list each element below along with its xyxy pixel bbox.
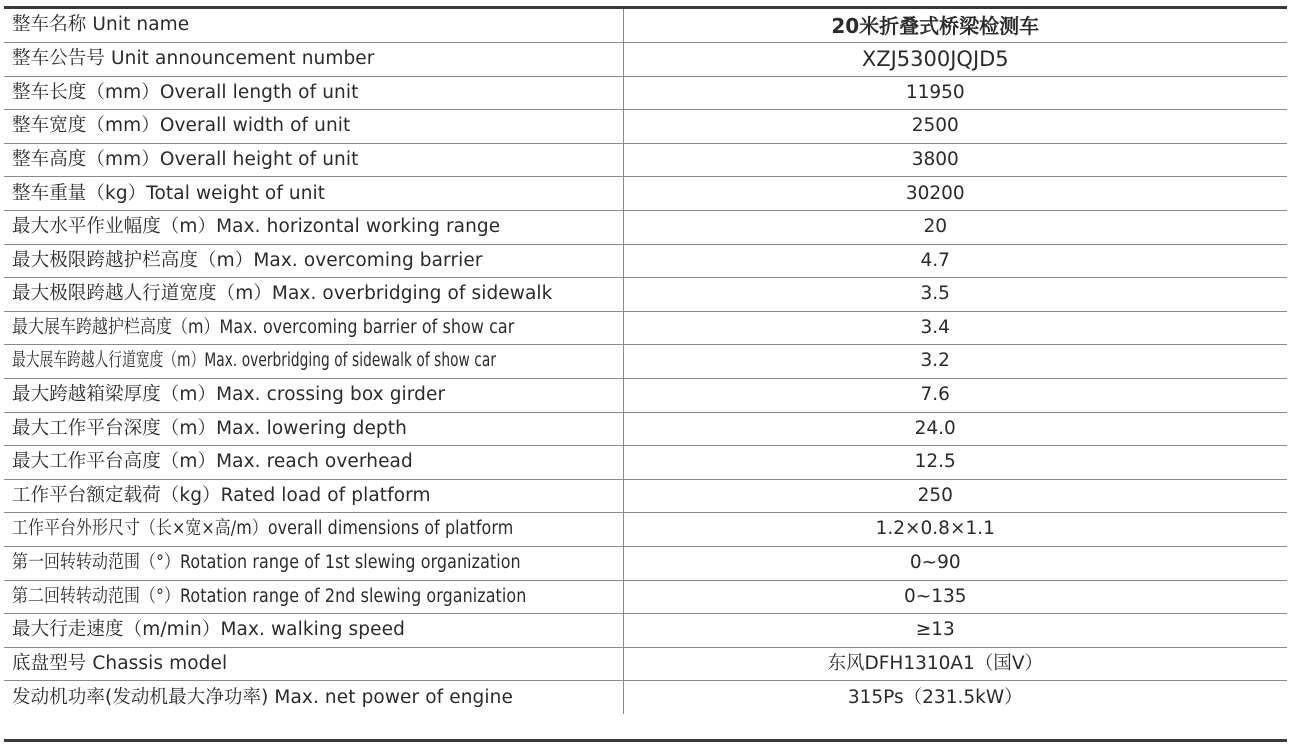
row-value: 1.2×0.8×1.1 <box>623 513 1287 547</box>
table-row-overall-width <box>4 110 1287 144</box>
row-label: 最大极限跨越护栏高度（m）Max. overcoming barrier <box>4 244 623 278</box>
row-value: 东风DFH1310A1（国V） <box>623 647 1287 681</box>
row-label <box>4 547 623 581</box>
row-label-text: 最大展车跨越人行道宽度（m）Max. overbridging of sidewalk of show car <box>12 350 497 372</box>
table-row-rotation-range-2nd <box>4 580 1287 614</box>
spec-sheet <box>4 6 1287 742</box>
row-label: 整车名称 Unit name <box>4 9 623 43</box>
row-label: 最大极限跨越人行道宽度（m）Max. overbridging of sidewalk <box>4 278 623 312</box>
row-label: 整车重量（kg）Total weight of unit <box>4 177 623 211</box>
table-row-overcoming-barrier <box>4 244 1287 278</box>
row-label-text: 工作平台外形尺寸（长×宽×高/m）overall dimensions of platform <box>12 518 514 540</box>
row-label: 最大工作平台高度（m）Max. reach overhead <box>4 446 623 480</box>
table-row-overbridging-sidewalk <box>4 278 1287 312</box>
row-label: 整车长度（mm）Overall length of unit <box>4 76 623 110</box>
table-row-unit-name <box>4 9 1287 43</box>
row-value: 0~90 <box>623 547 1287 581</box>
row-label: 底盘型号 Chassis model <box>4 647 623 681</box>
row-value: 315Ps（231.5kW） <box>847 686 1023 708</box>
row-label: 工作平台额定载荷（kg）Rated load of platform <box>4 479 623 513</box>
table-row-rated-load <box>4 479 1287 513</box>
row-label: 最大工作平台深度（m）Max. lowering depth <box>4 412 623 446</box>
row-label: 整车宽度（mm）Overall width of unit <box>4 110 623 144</box>
row-value: 30200 <box>623 177 1287 211</box>
table-row-announcement-number <box>4 43 1287 77</box>
row-value: 2500 <box>623 110 1287 144</box>
table-row-chassis-model <box>4 647 1287 681</box>
row-value: 3800 <box>623 143 1287 177</box>
table-row-reach-overhead <box>4 446 1287 480</box>
row-value: 7.6 <box>623 379 1287 413</box>
row-label: 发动机功率(发动机最大净功率) Max. net power of engine <box>4 681 623 715</box>
row-label-text: 第二回转转动范围（°）Rotation range of 2nd slewing organization <box>12 585 527 607</box>
row-value: 12.5 <box>623 446 1287 480</box>
row-label <box>4 311 623 345</box>
table-row-walking-speed <box>4 614 1287 648</box>
row-value: ≥13 <box>623 614 1287 648</box>
table-row-rotation-range-1st <box>4 547 1287 581</box>
table-row-crossing-box-girder <box>4 379 1287 413</box>
table-row-overbridging-sidewalk-show-car <box>4 345 1287 379</box>
table-row-lowering-depth <box>4 412 1287 446</box>
table-row-overall-height <box>4 143 1287 177</box>
row-label <box>4 580 623 614</box>
row-value: 0~135 <box>623 580 1287 614</box>
row-value: 250 <box>623 479 1287 513</box>
row-label: 最大水平作业幅度（m）Max. horizontal working range <box>4 211 623 245</box>
table-row-horizontal-working-range <box>4 211 1287 245</box>
row-value: 4.7 <box>623 244 1287 278</box>
row-label: 最大跨越箱梁厚度（m）Max. crossing box girder <box>4 379 623 413</box>
row-label: 最大行走速度（m/min）Max. walking speed <box>4 614 623 648</box>
row-value: 20 <box>623 211 1287 245</box>
row-value: 20米折叠式桥梁检测车 <box>623 9 1287 43</box>
table-row-overall-length <box>4 76 1287 110</box>
row-value: 3.4 <box>623 311 1287 345</box>
row-label <box>4 345 623 379</box>
row-value: 24.0 <box>623 412 1287 446</box>
row-value: 3.2 <box>623 345 1287 379</box>
table-row-total-weight <box>4 177 1287 211</box>
row-label <box>4 513 623 547</box>
table-row-engine-power <box>4 681 1287 715</box>
row-value: XZJ5300JQJD5 <box>623 43 1287 77</box>
table-row-platform-dimensions <box>4 513 1287 547</box>
row-label-text: 第一回转转动范围（°）Rotation range of 1st slewing organization <box>12 552 521 574</box>
row-label: 整车公告号 Unit announcement number <box>4 43 623 77</box>
row-value: 11950 <box>623 76 1287 110</box>
table-row-overcoming-barrier-show-car <box>4 311 1287 345</box>
spec-table <box>4 9 1287 714</box>
row-value: 3.5 <box>623 278 1287 312</box>
row-label: 整车高度（mm）Overall height of unit <box>4 143 623 177</box>
row-label-text: 最大展车跨越护栏高度（m）Max. overcoming barrier of show car <box>12 316 515 338</box>
